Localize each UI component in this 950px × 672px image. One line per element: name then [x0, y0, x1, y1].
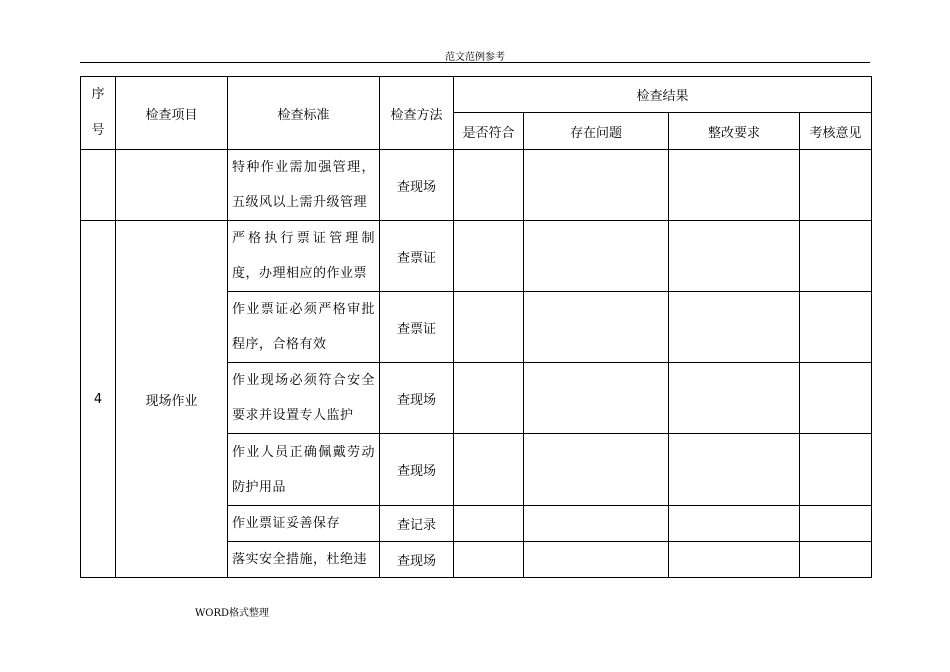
- standard-text: 作业人员正确佩戴劳动防护用品: [232, 444, 375, 495]
- item-cell: [116, 150, 228, 221]
- standard-cell: [228, 221, 380, 292]
- group-seq: 4: [81, 221, 116, 578]
- header-row-1: [81, 77, 872, 113]
- header-seq-line-1: 序: [91, 87, 105, 102]
- problem-cell: [524, 150, 669, 221]
- header-seq-line-2: 号: [91, 123, 105, 138]
- seq-cell: [81, 150, 116, 221]
- assessment-cell: [800, 221, 872, 292]
- rectify-cell: [669, 221, 800, 292]
- page-footer: WORD格式整理: [195, 608, 270, 619]
- rectify-cell: [669, 506, 800, 542]
- table-row: [81, 221, 872, 292]
- method-cell: 查票证: [380, 221, 454, 292]
- method-cell: 查票证: [380, 292, 454, 363]
- standard-text: 作业票证必须严格审批程序，合格有效: [232, 302, 375, 352]
- rectify-cell: [669, 363, 800, 434]
- header-rule: [80, 62, 870, 63]
- header-seq: [81, 77, 116, 150]
- conform-cell: [454, 221, 524, 292]
- standard-text: 特种作业需加强管理，五级风以上需升级管理: [232, 160, 375, 210]
- header-result: 检查结果: [454, 77, 872, 113]
- rectify-cell: [669, 150, 800, 221]
- header-result-assessment: 考核意见: [800, 113, 872, 150]
- header-standard: 检查标准: [228, 77, 380, 150]
- rectify-cell: [669, 292, 800, 363]
- header-item: 检查项目: [116, 77, 228, 150]
- conform-cell: [454, 292, 524, 363]
- problem-cell: [524, 221, 669, 292]
- method-cell: 查现场: [380, 434, 454, 506]
- standard-text: 作业现场必须符合安全要求并设置专人监护: [232, 373, 375, 423]
- assessment-cell: [800, 542, 872, 578]
- page-header: 范文范例参考: [445, 52, 505, 63]
- header-method: 检查方法: [380, 77, 454, 150]
- assessment-cell: [800, 292, 872, 363]
- problem-cell: [524, 363, 669, 434]
- assessment-cell: [800, 363, 872, 434]
- header-result-rectify: 整改要求: [669, 113, 800, 150]
- method-cell: 查现场: [380, 542, 454, 578]
- problem-cell: [524, 292, 669, 363]
- method-cell: 查记录: [380, 506, 454, 542]
- header-result-problem: 存在问题: [524, 113, 669, 150]
- conform-cell: [454, 150, 524, 221]
- method-cell: 查现场: [380, 363, 454, 434]
- assessment-cell: [800, 506, 872, 542]
- problem-cell: [524, 434, 669, 506]
- standard-cell: [228, 434, 380, 506]
- standard-text: 作业票证妥善保存: [232, 516, 341, 531]
- conform-cell: [454, 542, 524, 578]
- standard-cell: [228, 363, 380, 434]
- rectify-cell: [669, 434, 800, 506]
- inspection-table: [80, 76, 872, 578]
- assessment-cell: [800, 150, 872, 221]
- assessment-cell: [800, 434, 872, 506]
- conform-cell: [454, 363, 524, 434]
- method-cell: 查现场: [380, 150, 454, 221]
- conform-cell: [454, 434, 524, 506]
- standard-text: 严格执行票证管理制度，办理相应的作业票: [232, 231, 375, 281]
- table-row: [81, 150, 872, 221]
- standard-cell: [228, 292, 380, 363]
- standard-cell: [228, 150, 380, 221]
- problem-cell: [524, 542, 669, 578]
- problem-cell: [524, 506, 669, 542]
- standard-cell: [228, 542, 380, 578]
- standard-cell: [228, 506, 380, 542]
- standard-text: 落实安全措施，杜绝违: [232, 552, 368, 567]
- group-item: 现场作业: [116, 221, 228, 578]
- conform-cell: [454, 506, 524, 542]
- header-result-conform: 是否符合: [454, 113, 524, 150]
- rectify-cell: [669, 542, 800, 578]
